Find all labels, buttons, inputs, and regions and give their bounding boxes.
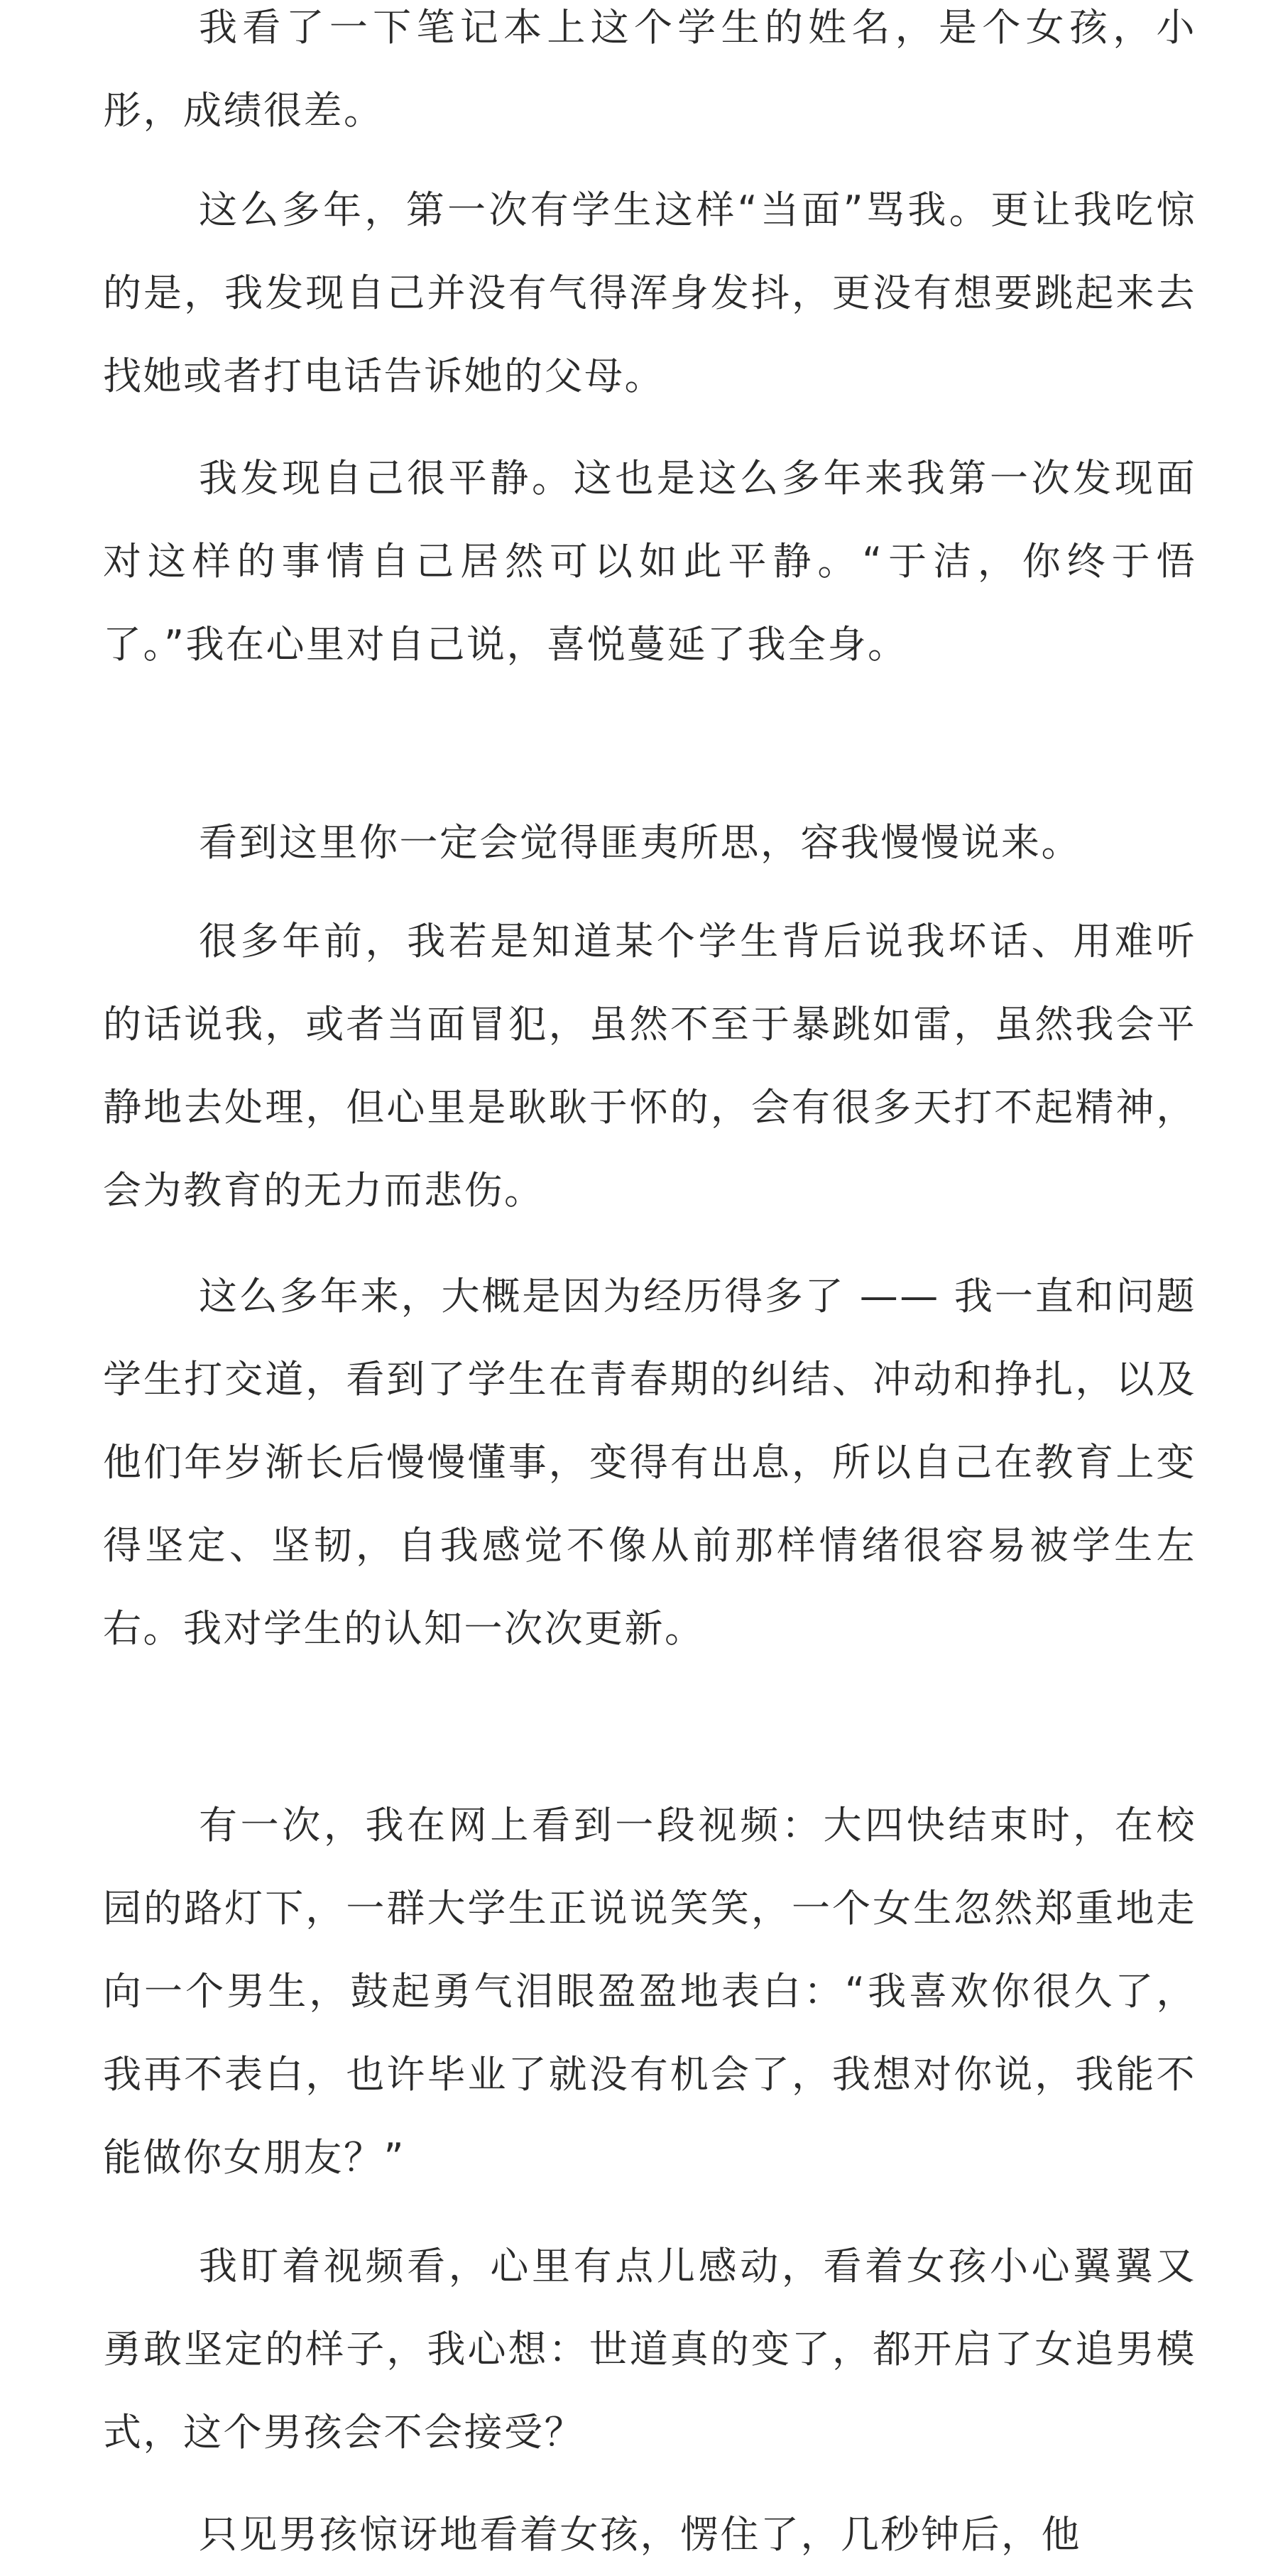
paragraph-5: 很多年前，我若是知道某个学生背后说我坏话、用难听的话说我，或者当面冒犯，虽然不至于暴跳如雷，虽然我会平静地去处理，但心里是耿耿于怀的，会有很多天打不起精神，会为教育的无力而悲伤。 [103,919,1196,1213]
paragraph-1: 我看了一下笔记本上这个学生的姓名，是个女孩，小彤，成绩很差。 [103,5,1196,133]
paragraph-7: 有一次，我在网上看到一段视频：大四快结束时，在校园的路灯下，一群大学生正说说笑笑，一个女生忽然郑重地走向一个男生，鼓起勇气泪眼盈盈地表白：“我喜欢你很久了，我再不表白，也许毕业了就没有机会了，我想对你说，我能不能做你女朋友？” [103,1803,1196,2180]
paragraph-9: 只见男孩惊讶地看着女孩，愣住了，几秒钟后，他 [199,2512,1081,2557]
paragraph-8: 我盯着视频看，心里有点儿感动，看着女孩小心翼翼又勇敢坚定的样子，我心想：世道真的变了，都开启了女追男模式，这个男孩会不会接受？ [103,2244,1196,2455]
paragraph-3: 我发现自己很平静。这也是这么多年来我第一次发现面对这样的事情自己居然可以如此平静。“于洁，你终于悟了。”我在心里对自己说，喜悦蔓延了我全身。 [103,456,1196,667]
paragraph-6: 这么多年来，大概是因为经历得多了 —— 我一直和问题学生打交道，看到了学生在青春期的纠结、冲动和挣扎，以及他们年岁渐长后慢慢懂事，变得有出息，所以自己在教育上变得坚定、坚韧，自我感觉不像从前那样情绪很容易被学生左右。我对学生的认知一次次更新。 [103,1274,1196,1651]
paragraph-2: 这么多年，第一次有学生这样“当面”骂我。更让我吃惊的是，我发现自己并没有气得浑身发抖，更没有想要跳起来去找她或者打电话告诉她的父母。 [103,187,1196,398]
paragraph-4: 看到这里你一定会觉得匪夷所思，容我慢慢说来。 [199,820,1081,865]
